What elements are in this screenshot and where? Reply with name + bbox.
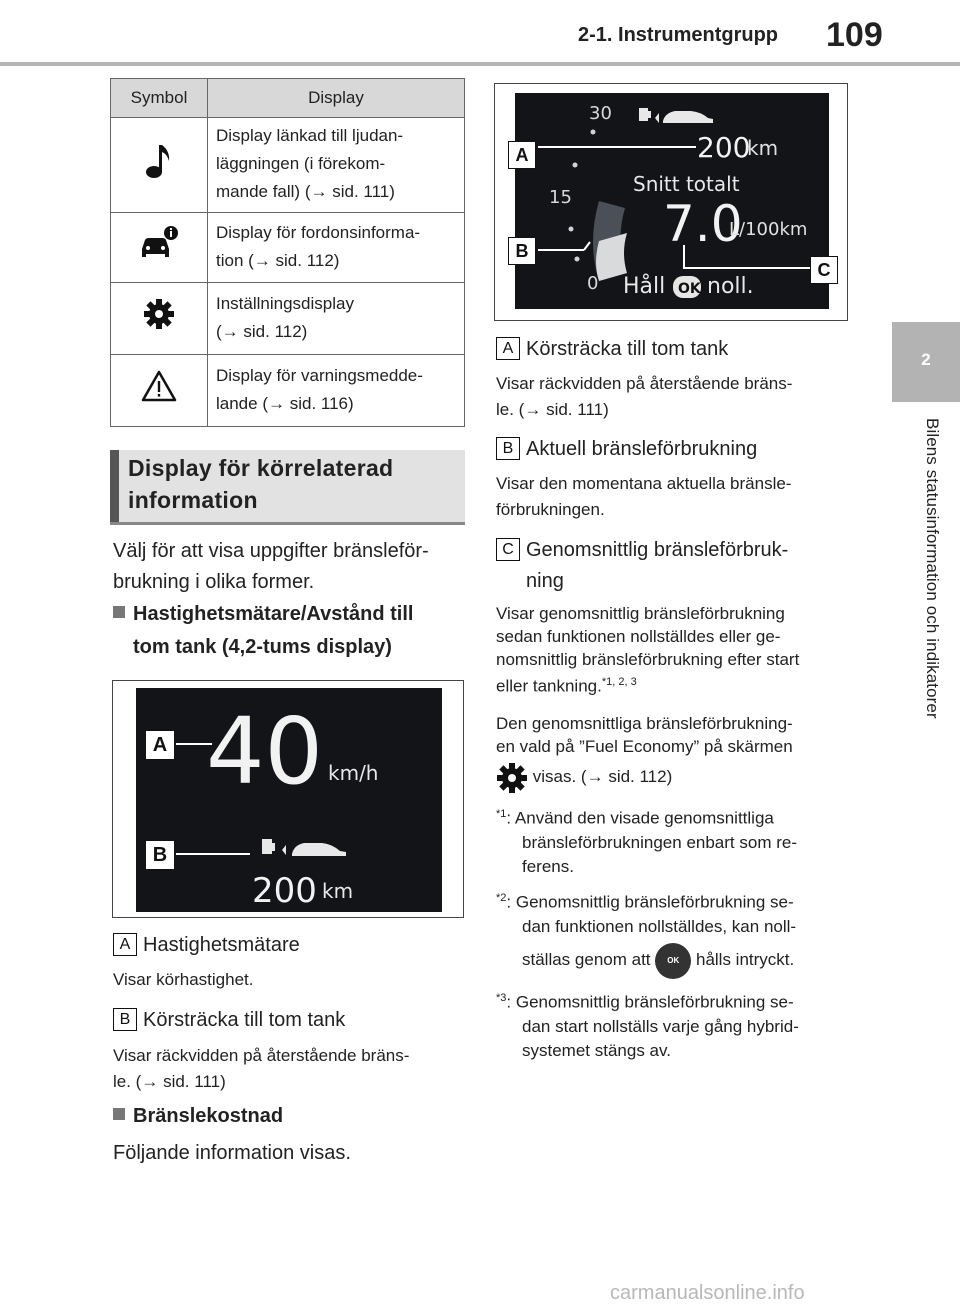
- header-rule: [0, 62, 960, 66]
- range-value: 200: [252, 871, 317, 911]
- range-unit: km: [322, 879, 354, 903]
- item-a-title: A Körsträcka till tom tank: [496, 334, 846, 365]
- arrow-icon: →: [524, 400, 542, 419]
- reset-pre: Håll: [623, 274, 666, 299]
- svg-text:OK: OK: [678, 281, 701, 297]
- callout-c: C: [810, 256, 838, 284]
- table-row: Display för fordonsinforma- tion (→ sid. 112): [111, 213, 465, 283]
- marker-a: A: [496, 337, 520, 360]
- chapter-number: 2: [921, 350, 931, 369]
- section-heading-bar: [110, 450, 119, 524]
- callout-a: A: [145, 730, 175, 760]
- avg-value: 7.0: [663, 195, 743, 253]
- table-header-symbol: Symbol: [111, 79, 208, 118]
- scale-15: 15: [549, 187, 572, 208]
- callout-b: B: [508, 237, 536, 265]
- music-note-icon: [144, 141, 174, 181]
- footnote-3: $^{*3}$: Genomsnittlig bränsleförbrukning se- dan start nollställs varje gång hybrid- systemet stängs av.: [496, 992, 799, 1060]
- footnote-1: $^{*1}$: Använd den visade genomsnittliga bränsleförbrukningen enbart som re- ferens.: [496, 808, 797, 876]
- arrow-icon: →: [586, 767, 604, 786]
- range-unit: km: [747, 136, 779, 160]
- item-c-paragraph: Den genomsnittliga bränsleförbrukning- en vald på ”Fuel Economy” på skärmen: [496, 714, 793, 756]
- arrow-icon: →: [310, 182, 328, 201]
- arrow-icon: →: [267, 393, 285, 413]
- marker-a: A: [113, 933, 137, 956]
- marker-b: B: [496, 437, 520, 460]
- speed-value: 40: [206, 698, 324, 805]
- warning-triangle-icon: [141, 370, 177, 402]
- item-a-desc: Visar körhastighet.: [113, 970, 254, 989]
- page-number: 109: [826, 16, 883, 54]
- table-row: Display för varningsmedde- lande (→ sid. 116): [111, 355, 465, 427]
- item-b-title: B Körsträcka till tom tank: [113, 1005, 473, 1036]
- table-row: Inställningsdisplay (→ sid. 112): [111, 283, 465, 355]
- chapter-title: Bilens statusinformation och indikatorer: [923, 418, 942, 719]
- item-b-desc: Visar den momentana aktuella bränsle- förbrukningen.: [496, 474, 792, 519]
- scale-0: 0: [587, 273, 599, 294]
- car-info-icon: [138, 225, 180, 261]
- arrow-icon: →: [141, 1072, 159, 1091]
- fuel-pump-icon: [639, 108, 651, 121]
- callout-a: A: [508, 141, 536, 169]
- arrow-icon: →: [221, 321, 239, 341]
- avg-unit: L/100km: [729, 219, 808, 240]
- table-row: Display länkad till ljudan- läggningen (i förekom- mande fall) (→ sid. 111): [111, 118, 465, 213]
- item-c-paragraph-end: visas. (→ sid. 112): [496, 760, 846, 794]
- fuel-pump-icon: [262, 839, 275, 854]
- callout-b: B: [145, 840, 175, 870]
- callout-lines-right: [530, 140, 820, 270]
- section-heading-underline: [110, 522, 465, 525]
- item-a-title: A Hastighetsmätare: [113, 930, 473, 961]
- subheading-fuel-cost: Bränslekostnad: [113, 1100, 473, 1133]
- section-title: 2-1. Instrumentgrupp: [578, 24, 779, 46]
- car-silhouette-icon: [292, 843, 346, 856]
- gear-icon: [143, 298, 175, 330]
- symbol-table: [110, 78, 465, 427]
- section-heading: Display för körrelaterad information: [128, 455, 394, 513]
- square-bullet-icon: [113, 606, 125, 618]
- item-b-desc: Visar räckvidden på återstående bräns- le. (→ sid. 111): [113, 1043, 473, 1095]
- reset-post: noll.: [707, 274, 754, 299]
- footnote-2: $^{*2}$: Genomsnittlig bränsleförbrukning se- dan funktionen nollställdes, kan noll-: [496, 892, 797, 936]
- car-silhouette-icon: [663, 111, 713, 123]
- item-c-title: C Genomsnittlig bränsleförbruk- ning: [496, 535, 846, 597]
- footnote-2-cont: ställas genom att OK hålls intryckt.: [496, 940, 846, 980]
- fuel-cost-desc: Följande information visas.: [113, 1142, 351, 1164]
- item-a-desc: Visar räckvidden på återstående bräns- le. (→ sid. 111): [496, 371, 846, 423]
- gear-icon: [496, 762, 528, 794]
- avg-label: Snitt totalt: [633, 172, 740, 196]
- subheading-speedometer: Hastighetsmätare/Avstånd till tom tank (4,2-tums display): [113, 598, 473, 664]
- item-b-title: B Aktuell bränsleförbrukning: [496, 434, 846, 465]
- marker-c: C: [496, 538, 520, 561]
- speed-unit: km/h: [328, 761, 379, 785]
- table-header-display: Display: [208, 79, 465, 118]
- intro-paragraph: Välj för att visa uppgifter bränsleför- brukning i olika former.: [113, 540, 429, 593]
- watermark: carmanualsonline.info: [610, 1282, 805, 1304]
- arrow-icon: →: [253, 250, 271, 270]
- item-c-desc: Visar genomsnittlig bränsleförbrukning sedan funktionen nollställdes eller ge- nomsnittlig bränsleförbrukning efter start eller tankning.$^{*1, 2, 3}$: [496, 604, 800, 696]
- ok-button-icon: OK: [655, 943, 691, 979]
- marker-b: B: [113, 1008, 137, 1031]
- square-bullet-icon: [113, 1108, 125, 1120]
- scale-30: 30: [589, 103, 612, 124]
- range-value: 200: [697, 131, 751, 164]
